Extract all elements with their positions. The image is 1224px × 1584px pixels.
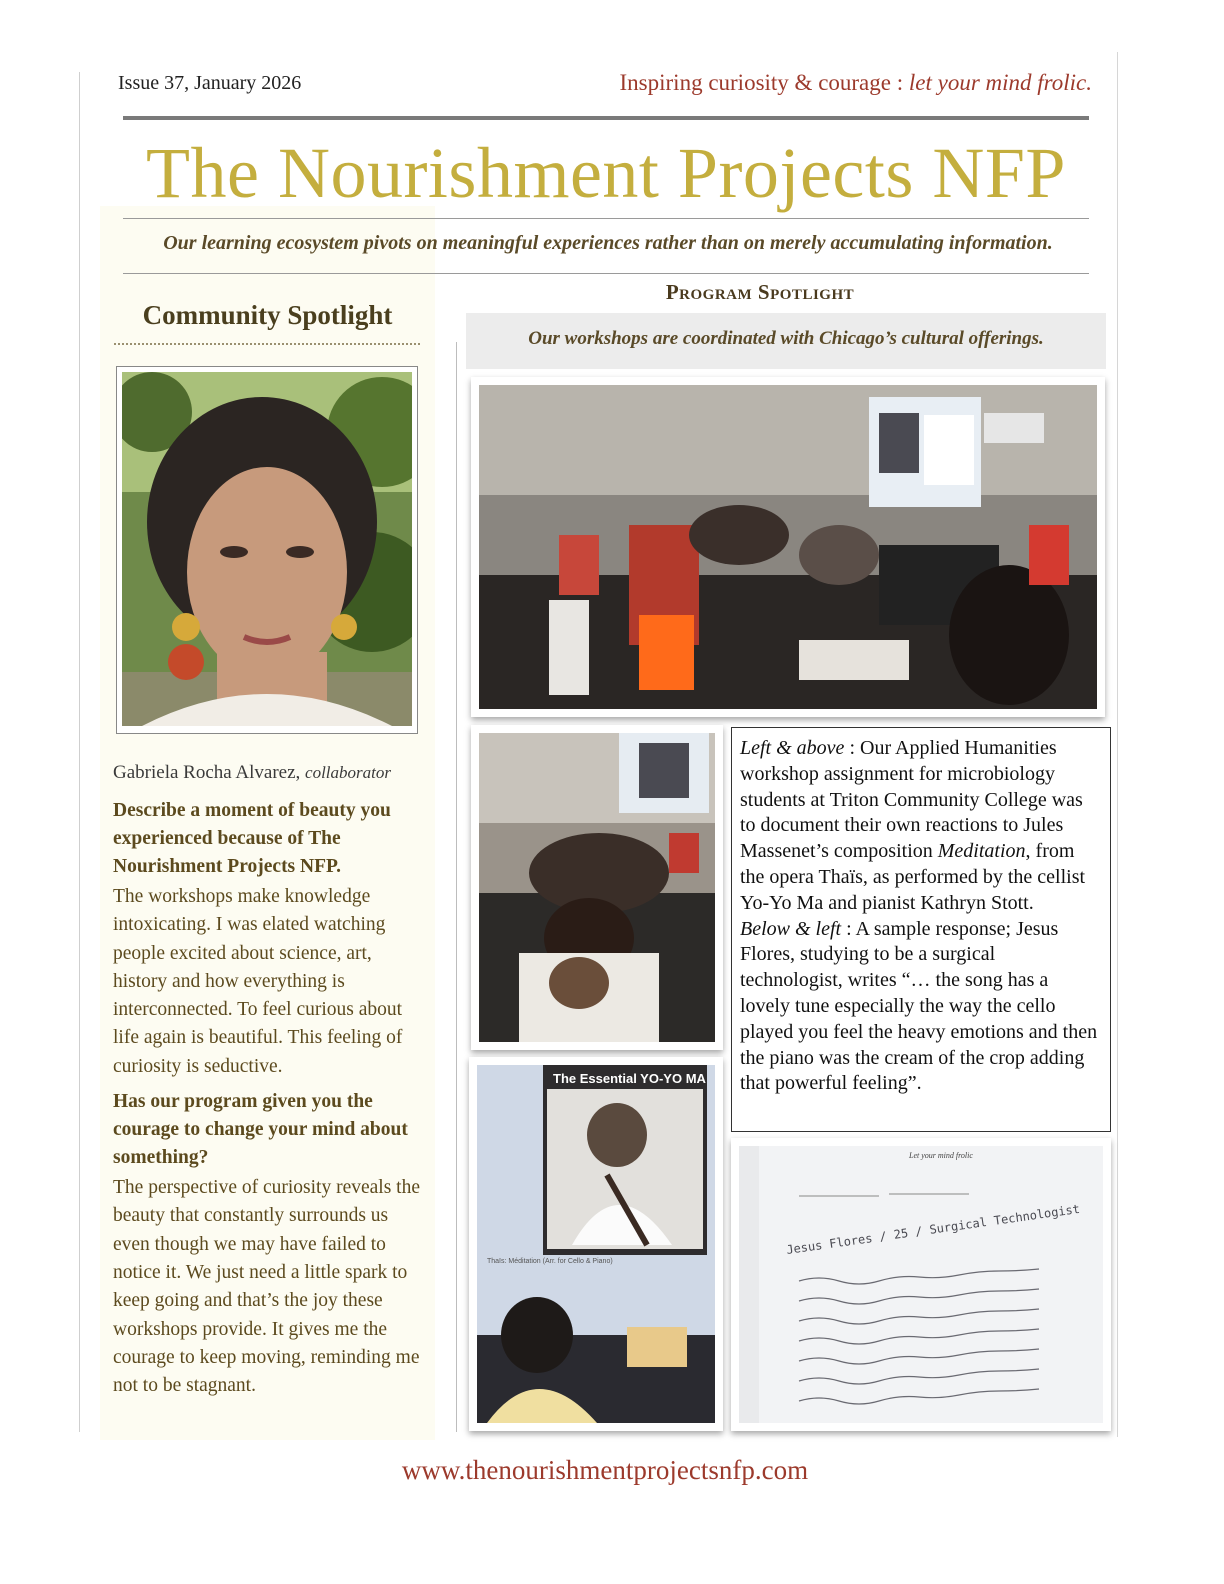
handwriting-line: Jesus Flores / 25 / Surgical Technologist — [785, 1201, 1081, 1257]
handwriting-header: Let your mind frolic — [909, 1151, 973, 1160]
answer-2: The perspective of curiosity reveals the beauty that constantly surrounds us even though we may have failed to notice it. We just need a little spark to keep going and that’s the joy these workshops provide. It gives me the courage to keep moving, reminding me not to be stagnant. — [113, 1177, 421, 1397]
classroom-photo-art — [479, 385, 1097, 709]
program-subtitle: Our workshops are coordinated with Chicago’s cultural offerings. — [528, 328, 1044, 349]
projection-photo — [469, 1057, 723, 1431]
handwritten-response-photo — [731, 1138, 1111, 1431]
video-title: Thaïs: Méditation (Arr. for Cello & Piano) — [487, 1258, 613, 1265]
person-name: Gabriela Rocha Alvarez, — [113, 762, 306, 783]
caption-text-1b: , from the opera Thaïs, as performed by the cellist Yo-Yo Ma and pianist Kathryn Stott. — [740, 840, 1086, 914]
right-margin-rule — [1117, 52, 1118, 1437]
answer-1: The workshops make knowledge intoxicating. I was elated watching people excited about science, art, history and how everything is interconnected. To feel curious about life again is beautiful. This feeling of curiosity is seductive. — [113, 886, 403, 1077]
caption-text-1a: : Our Applied Humanities workshop assignment for microbiology students at Triton Community College was to document their own reactions to Jules Massenet’s composition — [740, 737, 1083, 863]
caption-box — [731, 727, 1111, 1132]
caption-label-2: Below & left — [740, 917, 842, 940]
tagline-italic: let your mind frolic. — [908, 70, 1092, 95]
website-link[interactable]: www.thenourishmentprojectsnfp.com — [401, 1455, 809, 1485]
album-title: The Essential YO-YO MA — [553, 1071, 706, 1086]
projection-photo-art — [477, 1065, 715, 1423]
classroom-photo — [471, 377, 1105, 717]
caption-paragraph-2 — [740, 917, 1102, 1098]
program-spotlight-title: Program Spotlight — [665, 280, 855, 304]
dotted-divider — [114, 343, 420, 345]
tagline-main: Inspiring curiosity & courage : — [619, 70, 909, 95]
question-1: Describe a moment of beauty you experienced because of The Nourishment Projects NFP. — [113, 800, 391, 877]
issue-date: Issue 37, January 2026 — [118, 72, 302, 94]
person-credit — [113, 762, 391, 784]
caption-paragraph-1 — [740, 736, 1102, 917]
caption-work-title: Meditation — [937, 840, 1026, 863]
portrait-photo — [122, 372, 412, 726]
divider-bottom — [123, 273, 1089, 274]
left-margin-rule — [79, 72, 80, 1432]
header-bar — [123, 116, 1089, 120]
column-divider — [456, 342, 457, 1432]
divider-top — [123, 218, 1089, 219]
question-2: Has our program given you the courage to change your mind about something? — [113, 1091, 408, 1169]
community-spotlight-title: Community Spotlight — [142, 300, 393, 330]
caption-label-1: Left & above — [740, 737, 845, 759]
interview-block — [113, 797, 429, 1400]
tagline — [620, 70, 1092, 96]
handwritten-response-art — [739, 1146, 1103, 1423]
student-photo-art — [479, 733, 715, 1042]
student-photo — [471, 725, 723, 1050]
caption-text-2: : A sample response; Jesus Flores, studying to be a surgical technologist, writes “… the song has a lovely tune especially the way the cello played you feel the heavy emotions and then the piano was the cream of the crop adding that powerful feeling”. — [740, 917, 1098, 1095]
masthead-title: The Nourishment Projects NFP — [146, 133, 1066, 213]
person-role: collaborator — [305, 763, 391, 782]
mission-statement: Our learning ecosystem pivots on meaningful experiences rather than on merely accumulating information. — [163, 232, 1053, 254]
